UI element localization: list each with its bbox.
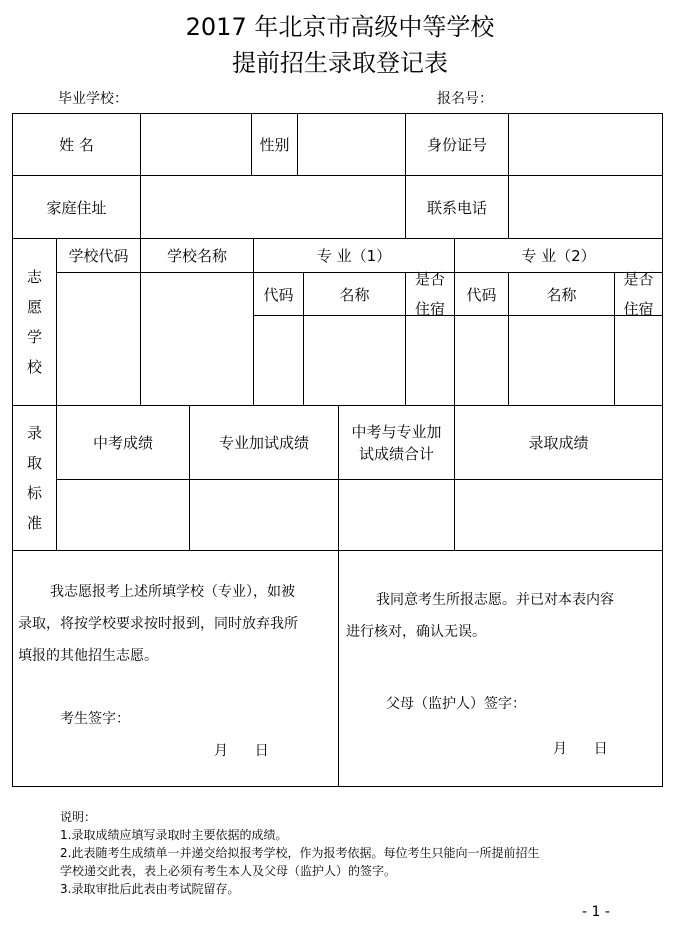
student-signature-label: 考生签字： [60,711,130,727]
major2-code-field[interactable] [455,316,508,405]
major-exam-score-header: 专业加试成绩 [218,434,309,452]
major1-name-header: 名称 [339,285,370,304]
parent-signature-label: 父母（监护人）签字： [386,696,526,712]
form-title-line2: 提前招生录取登记表 [232,49,448,77]
note-item: 3.录取审批后此表由考试院留存。 [60,882,240,896]
note-item: 2.此表随考生成绩单一并递交给拟报考学校，作为报考依据。每位考生只能向一所提前招生 [60,846,540,860]
major2-name-field[interactable] [509,316,614,405]
major1-code-header: 代码 [263,285,294,304]
parent-declaration: 我同意考生所报志愿。并已对本表内容 进行核对，确认无误。 [346,592,614,640]
volunteer-school-side-label: 志 愿 学 校 [26,268,42,376]
admission-standard-side-label: 录 取 标 准 [26,424,42,532]
registration-number-label: 报名号： [437,91,493,107]
major-exam-score-field[interactable] [190,480,338,550]
graduate-school-label: 毕业学校： [58,91,128,107]
major1-code-field[interactable] [254,316,303,405]
school-name-header: 学校名称 [166,247,227,265]
admission-score-field[interactable] [455,480,662,550]
major2-boarding-field[interactable] [615,316,662,405]
parent-date: 月 日 [553,741,608,757]
phone-label: 联系电话 [426,198,487,217]
major2-header: 专 业（2） [521,247,596,265]
name-label: 姓 名 [59,136,94,154]
note-item: 1.录取成绩应填写录取时主要依据的成绩。 [60,828,288,842]
student-date: 月 日 [214,743,269,759]
notes-heading: 说明： [60,810,97,824]
notes-section [60,808,650,898]
major2-name-header: 名称 [546,285,577,304]
phone-field[interactable] [509,176,662,238]
name-field[interactable] [141,114,251,175]
zhongkao-score-field[interactable] [57,480,189,550]
school-name-field[interactable] [141,273,253,405]
id-number-field[interactable] [509,114,662,175]
major2-boarding-header: 是否 住宿 [623,270,654,318]
major1-header: 专 业（1） [316,247,392,265]
admission-score-header: 录取成绩 [528,434,589,452]
note-item: 学校递交此表，表上必须有考生本人及父母（监护人）的签字。 [60,864,397,878]
form-title-line1: 2017 年北京市高级中等学校 [185,13,495,41]
total-score-field[interactable] [339,480,454,550]
school-code-field[interactable] [57,273,140,405]
id-number-label: 身份证号 [426,136,487,154]
zhongkao-score-header: 中考成绩 [92,434,153,452]
home-address-field[interactable] [141,176,405,238]
major1-boarding-field[interactable] [406,316,454,405]
gender-label: 性别 [259,136,290,154]
total-score-header: 中考与专业加 试成绩合计 [351,422,442,463]
home-address-label: 家庭住址 [46,198,107,217]
major1-name-field[interactable] [304,316,405,405]
page-number: - 1 - [582,904,610,920]
major2-code-header: 代码 [466,285,497,304]
school-code-header: 学校代码 [68,247,129,265]
student-declaration: 我志愿报考上述所填学校（专业），如被 录取，将按学校要求按时报到，同时放弃我所 填报的其他招生志愿。 [18,584,298,664]
gender-field[interactable] [298,114,405,175]
major1-boarding-header: 是否 住宿 [414,270,445,318]
